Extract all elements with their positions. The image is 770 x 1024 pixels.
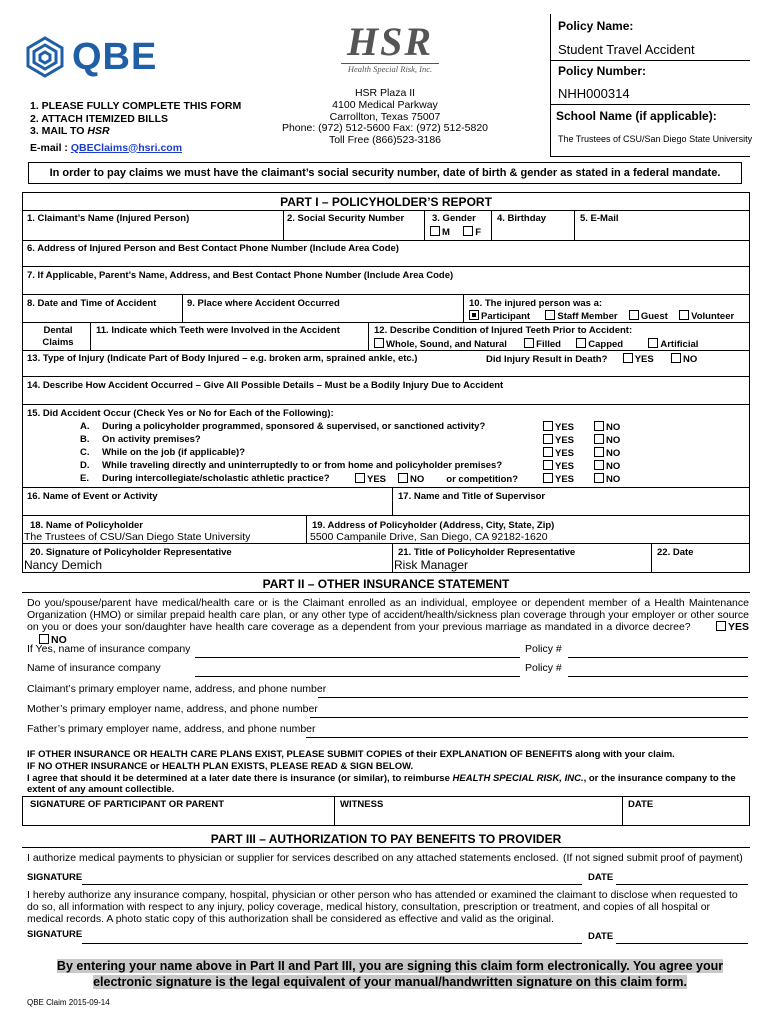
question-15-row [80,460,640,473]
policy-number-label-2: Policy # [525,662,562,674]
question-15-row [80,434,640,447]
hsr-logo-text: HSR [346,19,434,64]
field-12-teeth-condition: 12. Describe Condition of Injured Teeth Prior to Accident: [374,325,633,336]
practice-yes-checkbox[interactable] [355,473,365,483]
question-15-letter: D. [80,460,90,471]
qbe-logo [22,34,162,80]
mother-employer-input[interactable] [310,717,748,718]
email-link[interactable]: QBEClaims@hsri.com [70,141,183,154]
death-no-checkbox[interactable] [671,353,681,363]
part3-date-input-1[interactable] [616,884,748,885]
q15-no-checkbox[interactable] [594,421,604,431]
field-17-supervisor: 17. Name and Title of Supervisor [398,491,546,502]
field-21-rep-title: 21. Title of Policyholder Representative [398,547,576,558]
field-12-options: Whole, Sound, and Natural Filled Capped Artificial [374,338,698,350]
question-15-text: During a policyholder programmed, sponsored & supervised, or sanctioned activity? [102,421,486,432]
part2-date-label: DATE [628,799,654,810]
instruction-1: 1. PLEASE FULLY COMPLETE THIS FORM [30,100,242,112]
field-18-policyholder-name: 18. Name of Policyholder [30,520,143,531]
field-18-value[interactable]: The Trustees of CSU/San Diego State University [24,531,251,543]
q15-no-checkbox[interactable] [594,434,604,444]
question-15-text: While traveling directly and uninterruptedly to or from home and policyholder premises? [102,460,503,471]
gender-m-checkbox[interactable] [430,226,440,236]
policy-number-label: Policy Number: [558,64,647,78]
field-16-event-name: 16. Name of Event or Activity [27,491,158,502]
policy-number-label-1: Policy # [525,643,562,655]
question-15-letter: B. [80,434,90,445]
question-15-row [80,473,640,486]
field-1-claimant-name: 1. Claimant’s Name (Injured Person) [27,213,190,224]
part3-signature-input-2[interactable] [82,943,582,944]
question-15-letter: C. [80,447,90,458]
mail-to: HSR [87,125,110,137]
question-15-yes-no: YES NO [543,447,620,459]
part3-date-label-1: DATE [588,872,614,883]
father-employer-label: Father’s primary employer name, address, and phone number [27,723,316,735]
part3-signature-label-1: SIGNATURE [27,872,83,883]
volunteer-checkbox[interactable] [679,310,689,320]
phone-fax-line: Phone: (972) 512-5600 Fax: (972) 512-5820 [281,122,489,135]
insurance-company-input-1[interactable] [195,657,520,658]
part1-title: PART I – POLICYHOLDER’S REPORT [280,195,492,209]
hsr-logo [335,19,445,84]
claimant-employer-label: Claimant’s primary employer name, address, and phone number [27,683,327,695]
dental-claims-label: Dental Claims [42,325,74,348]
field-14-accident-description: 14. Describe How Accident Occurred – Give All Possible Details – Must be a Bodily Injury Due to Accident [27,380,504,391]
question-15-letter: E. [80,473,89,484]
whole-sound-natural-checkbox[interactable] [374,338,384,348]
field-7-parent-info: 7. If Applicable, Parent’s Name, Address, and Best Contact Phone Number (Include Area Code) [27,270,454,281]
participant-signature-label: SIGNATURE OF PARTICIPANT OR PARENT [30,799,225,810]
qbe-logo-text: QBE [72,36,158,78]
mother-employer-label: Mother’s primary employer name, address, and phone number [27,703,318,715]
gender-f-checkbox[interactable] [463,226,473,236]
medical-payment-authorization: I authorize medical payments to physician or supplier for services described on any attached statements enclosed. [27,852,559,864]
participant-checkbox[interactable] [469,310,479,320]
q15-no-checkbox[interactable] [594,473,604,483]
field-21-value[interactable]: Risk Manager [394,558,469,572]
question-15-text: On activity premises? [102,434,201,445]
hsr-address [270,88,500,147]
email-line: E-mail : QBEClaims@hsri.com [30,141,183,154]
instructions [30,100,241,154]
question-15-yes-no: YES NO [543,434,620,446]
part2-title: PART II – OTHER INSURANCE STATEMENT [262,577,510,591]
q15-yes-checkbox[interactable] [543,460,553,470]
policy-name-label: Policy Name: [558,19,634,33]
insurance-company-input-2[interactable] [195,676,520,677]
other-insurance-yes-checkbox[interactable] [716,621,726,631]
policy-number-input-2[interactable] [568,676,748,677]
instruction-3: 3. MAIL TO HSR [30,125,110,137]
athletic-practice-options: YES NO or competition? [355,473,518,485]
policy-name-value: Student Travel Accident [558,42,695,57]
filled-checkbox[interactable] [524,338,534,348]
field-3-gender: 3. Gender [432,213,476,224]
toll-free-line: Toll Free (866)523-3186 [328,134,442,147]
question-15-row [80,447,640,460]
part3-signature-input-1[interactable] [82,884,582,885]
gender-options: M F [430,226,481,238]
field-19-value[interactable]: 5500 Campanile Drive, San Diego, CA 92182-1620 [310,531,548,543]
question-15-yes-no: YES NO [543,473,620,485]
field-10-options: Participant Staff Member Guest Volunteer [469,310,734,322]
practice-no-checkbox[interactable] [398,473,408,483]
school-name-value: The Trustees of CSU/San Diego State University [558,134,753,144]
proof-of-payment-note: (If not signed submit proof of payment) [563,852,743,864]
question-15-row [80,421,640,434]
field-4-birthday: 4. Birthday [497,213,547,224]
field-5-email: 5. E-Mail [580,213,619,224]
records-disclosure-authorization: I hereby authorize any insurance company, hospital, physician or other person who has attended or examined the claimant to disclose when requested to do so, all information with respect to any injury, policy coverage, medical history, consultation, prescription or treatment, and copies of all hospital or medical records. A photo static copy of this authorization shall be considered as effective and valid as the original. [27,889,738,926]
field-2-ssn: 2. Social Security Number [287,213,405,224]
part3-date-label-2: DATE [588,931,614,942]
field-20-rep-signature: 20. Signature of Policyholder Representative [30,547,232,558]
field-22-date: 22. Date [657,547,694,558]
field-9-place: 9. Place where Accident Occurred [187,298,340,309]
instruction-2: 2. ATTACH ITEMIZED BILLS [30,112,169,125]
question-15-text: While on the job (if applicable)? [102,447,246,458]
address-line-1: HSR Plaza II [354,87,416,99]
father-employer-input[interactable] [306,737,748,738]
guest-checkbox[interactable] [629,310,639,320]
field-19-policyholder-address: 19. Address of Policyholder (Address, City, State, Zip) [312,520,555,531]
insurance-company-label-1: If Yes, name of insurance company [27,643,191,655]
question-15-yes-no: YES NO [543,421,620,433]
insurance-company-label-2: Name of insurance company [27,662,161,674]
qbe-logo-icon [22,34,68,80]
form-id: QBE Claim 2015-09-14 [27,998,110,1007]
q15-yes-checkbox[interactable] [543,447,553,457]
field-6-address: 6. Address of Injured Person and Best Contact Phone Number (Include Area Code) [27,243,399,254]
q15-yes-checkbox[interactable] [543,473,553,483]
other-insurance-instructions: IF OTHER INSURANCE OR HEALTH CARE PLANS EXIST, PLEASE SUBMIT COPIES of their EXPLANATION OF BENEFITS along with your claim. IF NO OTHER INSURANCE or HEALTH PLAN EXISTS, PLEASE READ & SIGN BELOW. I agree that should it be determined at a later date there is insurance (or similar), to reimburse HEALTH SPECIAL RISK, INC., or the insurance company to the extent of any amount collectible. [27,749,736,796]
school-name-label: School Name (if applicable): [556,109,717,123]
death-yes-checkbox[interactable] [623,353,633,363]
part3-title: PART III – AUTHORIZATION TO PAY BENEFITS TO PROVIDER [210,832,562,846]
q15-yes-checkbox[interactable] [543,434,553,444]
death-question: Did Injury Result in Death? YES NO [486,354,698,365]
policy-number-input-1[interactable] [568,657,748,658]
part3-signature-label-2: SIGNATURE [27,929,83,940]
field-11-teeth: 11. Indicate which Teeth were Involved in the Accident [96,325,340,336]
field-8-date-time: 8. Date and Time of Accident [27,298,157,309]
address-line-2: 4100 Medical Parkway [332,98,438,111]
other-insurance-question: Do you/spouse/parent have medical/health care or is the Claimant enrolled as an individual, employee or dependent member of a Health Maintenance Organization (HMO) or similar prepaid health care plan, or any other type of accident/health/sickness plan coverage through your employer or other source on you or does your son/daughter have health care coverage as a dependent from your previous marriage as mandated in a divorce decree? YES NO [27,597,749,646]
question-15-letter: A. [80,421,90,432]
field-15-questions [80,421,640,486]
capped-checkbox[interactable] [576,338,586,348]
hsr-logo-subtitle: Health Special Risk, Inc. [347,64,433,74]
staff-member-checkbox[interactable] [545,310,555,320]
part3-date-input-2[interactable] [616,943,748,944]
field-13-injury-type: 13. Type of Injury (Indicate Part of Body Injured – e.g. broken arm, sprained ankle, etc.) [27,353,418,364]
field-10-injured-person-type: 10. The injured person was a: [469,298,603,309]
field-20-value[interactable]: Nancy Demich [24,558,103,572]
q15-no-checkbox[interactable] [594,447,604,457]
artificial-checkbox[interactable] [648,338,658,348]
claimant-employer-input[interactable] [318,697,748,698]
policy-number-value: NHH000314 [558,86,630,101]
q15-yes-checkbox[interactable] [543,421,553,431]
federal-mandate-notice: In order to pay claims we must have the claimant’s social security number, date of birth & gender as stated in a federal mandate. [28,162,742,184]
witness-label: WITNESS [340,799,384,810]
question-15-yes-no: YES NO [543,460,620,472]
field-15-accident-circumstances: 15. Did Accident Occur (Check Yes or No for Each of the Following): [27,408,334,419]
question-15-text: During intercollegiate/scholastic athletic practice? [102,473,330,484]
q15-no-checkbox[interactable] [594,460,604,470]
electronic-signature-notice: By entering your name above in Part II and Part III, you are signing this claim form electronically. You agree your electronic signature is the legal equivalent of your manual/handwritten signature on this claim form. [56,959,724,989]
address-line-3: Carrollton, Texas 75007 [329,110,441,123]
